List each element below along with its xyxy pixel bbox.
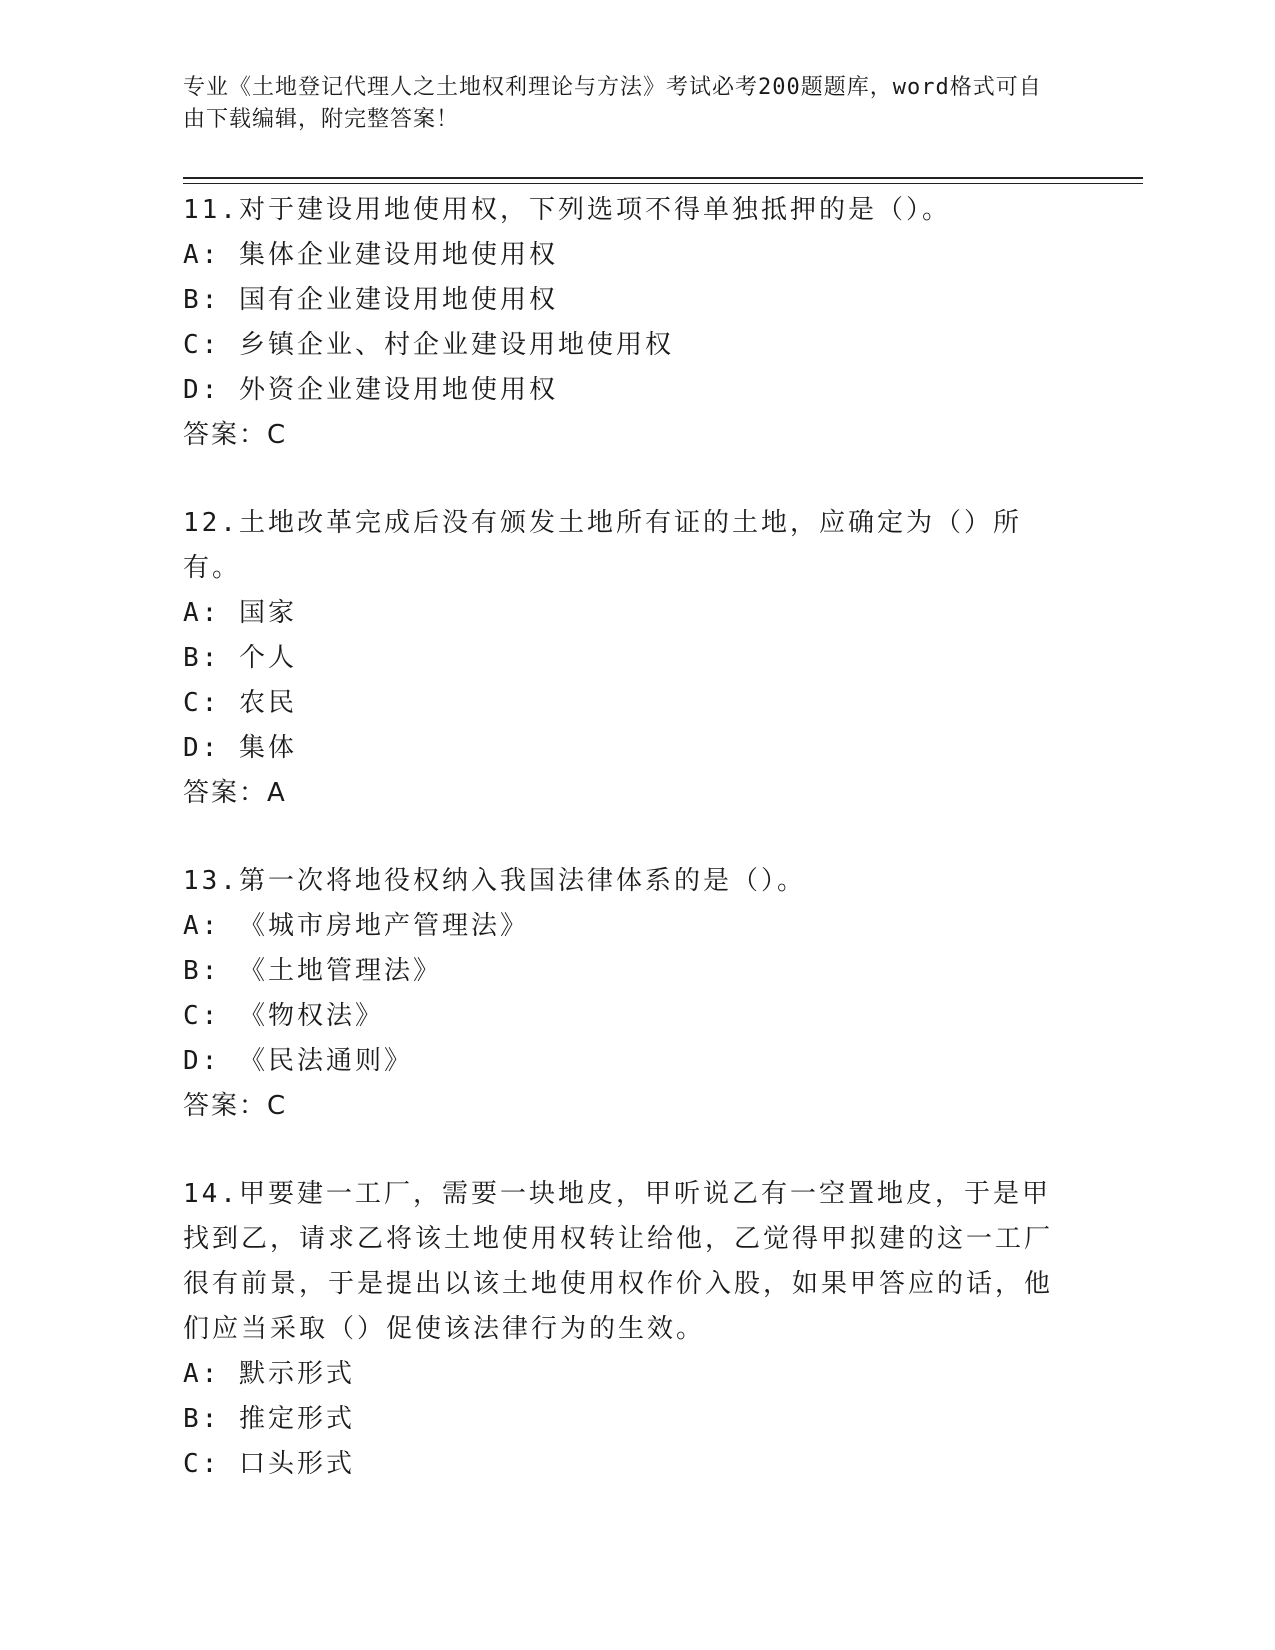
question-12 <box>183 501 1063 816</box>
question-stem: 14.甲要建一工厂，需要一块地皮，甲听说乙有一空置地皮，于是甲找到乙，请求乙将该土地使用权转让给他，乙觉得甲拟建的这一工厂很有前景，于是提出以该土地使用权作价入股，如果甲答应的话，他们应当采取（）促使该法律行为的生效。 <box>183 1179 1054 1344</box>
option-b: B: 国有企业建设用地使用权 <box>183 285 558 315</box>
answer: 答案：C <box>183 420 288 450</box>
option-d: D: 外资企业建设用地使用权 <box>183 375 558 405</box>
option-a: A: 集体企业建设用地使用权 <box>183 240 558 270</box>
option-c: C: 《物权法》 <box>183 1001 384 1031</box>
question-11 <box>183 188 1063 458</box>
option-c: C: 农民 <box>183 688 297 718</box>
option-c: C: 乡镇企业、村企业建设用地使用权 <box>183 330 674 360</box>
option-b: B: 《土地管理法》 <box>183 956 442 986</box>
option-d: D: 集体 <box>183 733 297 763</box>
option-a: A: 国家 <box>183 598 297 628</box>
question-stem: 13.第一次将地役权纳入我国法律体系的是（）。 <box>183 866 806 896</box>
answer: 答案：A <box>183 778 287 808</box>
option-c: C: 口头形式 <box>183 1449 355 1479</box>
option-a: A: 《城市房地产管理法》 <box>183 911 529 941</box>
question-14 <box>183 1172 1063 1487</box>
question-13 <box>183 859 1063 1129</box>
header-divider-thin <box>183 183 1143 184</box>
option-a: A: 默示形式 <box>183 1359 355 1389</box>
question-stem: 11.对于建设用地使用权，下列选项不得单独抵押的是（）。 <box>183 195 951 225</box>
question-list <box>183 188 1063 1530</box>
option-b: B: 推定形式 <box>183 1404 355 1434</box>
option-d: D: 《民法通则》 <box>183 1046 413 1076</box>
document-header: 专业《土地登记代理人之土地权利理论与方法》考试必考200题题库，word格式可自由下载编辑，附完整答案！ <box>183 75 1042 132</box>
option-b: B: 个人 <box>183 643 297 673</box>
answer: 答案：C <box>183 1091 288 1121</box>
question-stem: 12.土地改革完成后没有颁发土地所有证的土地，应确定为（）所有。 <box>183 508 1022 583</box>
header-divider-thick <box>183 177 1143 179</box>
